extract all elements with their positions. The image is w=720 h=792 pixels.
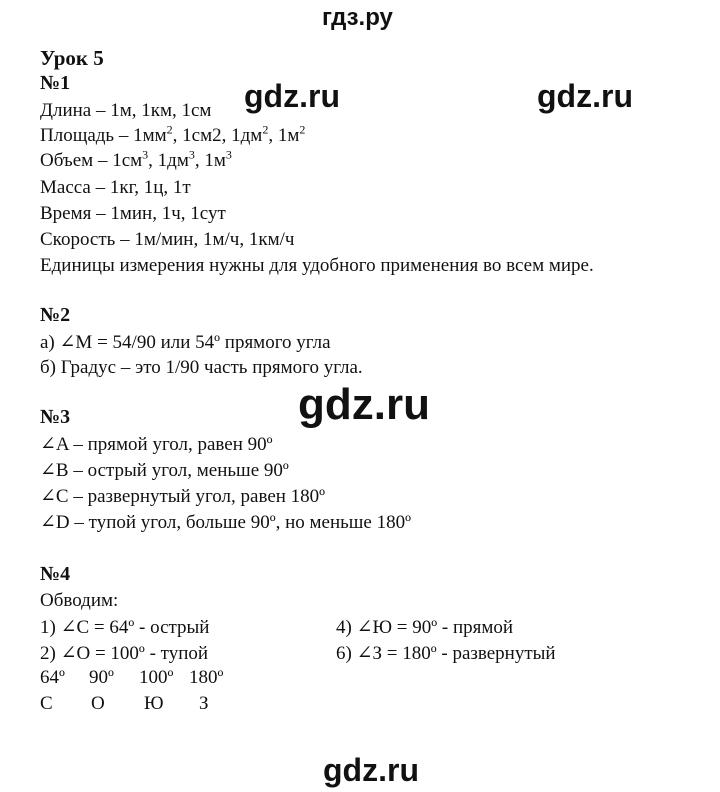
watermark: gdz.ru [537,78,633,114]
task4-intro: Обводим: [40,590,119,611]
task-number: №2 [40,304,71,326]
volume-line: Объем – $1см^3$, $1дм^3$, $1м^3$ [40,147,232,171]
task-number: №1 [40,72,71,94]
angle-letter: З [199,693,209,714]
task3-line: ∠D – тупой угол, больше 90º, но меньше 180º [40,512,412,533]
area-line: Площадь – $1мм^2$, 1см2, $1дм^2$, $1м^2$ [40,122,306,146]
degree-value: 64º [40,667,65,688]
time-line: Время – 1мин, 1ч, 1сут [40,203,226,224]
conclusion-line: Единицы измерения нужны для удобного применения во всем мире. [40,255,594,276]
speed-line: Скорость – 1м/мин, 1м/ч, 1км/ч [40,229,295,250]
watermark: gdz.ru [244,78,340,114]
angle-letter: О [91,693,105,714]
degree-value: 90º [89,667,114,688]
watermark: gdz.ru [298,380,430,429]
task3-line: ∠B – острый угол, меньше 90º [40,460,289,481]
lesson-title: Урок 5 [40,46,104,70]
angle-letter: Ю [144,693,164,714]
angle-letter: С [40,693,53,714]
task4-answer: 4) ∠Ю = 90º - прямой [336,617,514,638]
degree-value: 180º [189,667,224,688]
degree-value: 100º [139,667,174,688]
length-line: Длина – 1м, 1км, 1см [40,100,212,121]
task2-a: а) ∠M = 54/90 или 54º прямого угла [40,332,331,353]
site-header: гдз.ру [322,4,393,31]
task-number: №4 [40,563,71,585]
task2-b: б) Градус – это 1/90 часть прямого угла. [40,357,363,378]
task4-answer: 1) ∠С = 64º - острый [40,617,210,638]
task4-answer: 2) ∠О = 100º - тупой [40,643,209,664]
task3-line: ∠C – развернутый угол, равен 180º [40,486,326,507]
task3-line: ∠A – прямой угол, равен 90º [40,434,273,455]
mass-line: Масса – 1кг, 1ц, 1т [40,177,191,198]
watermark: gdz.ru [323,752,419,788]
task-number: №3 [40,406,71,428]
task4-answer: 6) ∠З = 180º - развернутый [336,643,556,664]
